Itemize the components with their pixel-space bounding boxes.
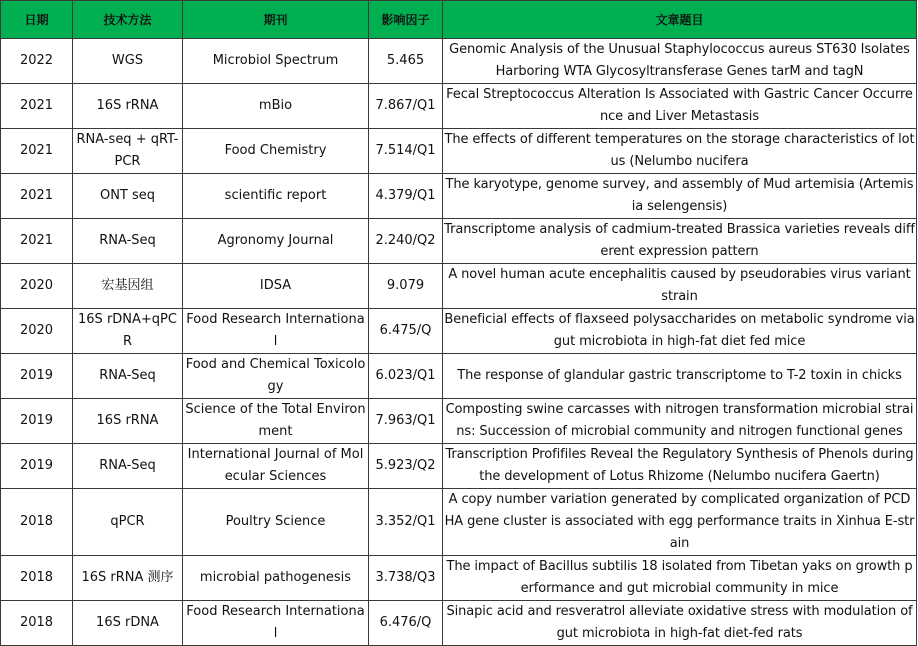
cell-year: 2018	[1, 489, 73, 556]
cell-year: 2019	[1, 399, 73, 444]
header-impact-factor: 影响因子	[369, 1, 443, 39]
table-row	[1, 84, 917, 129]
cell-title: Transcriptome analysis of cadmium-treated Brassica varieties reveals different expression pattern	[443, 219, 917, 264]
table-row	[1, 489, 917, 556]
cell-title: The impact of Bacillus subtilis 18 isolated from Tibetan yaks on growth performance and gut microbial community in mice	[443, 556, 917, 601]
header-journal: 期刊	[183, 1, 369, 39]
cell-year: 2021	[1, 219, 73, 264]
cell-method: 16S rRNA	[73, 399, 183, 444]
cell-journal: Agronomy Journal	[183, 219, 369, 264]
cell-impact: 3.738/Q3	[369, 556, 443, 601]
cell-method: 16S rDNA+qPCR	[73, 309, 183, 354]
table-row	[1, 129, 917, 174]
table-row	[1, 174, 917, 219]
cell-impact: 5.923/Q2	[369, 444, 443, 489]
cell-method: ONT seq	[73, 174, 183, 219]
table-row	[1, 219, 917, 264]
table-row	[1, 264, 917, 309]
table-row	[1, 399, 917, 444]
cell-journal: Poultry Science	[183, 489, 369, 556]
cell-journal: Microbiol Spectrum	[183, 39, 369, 84]
table-row	[1, 444, 917, 489]
cell-year: 2020	[1, 264, 73, 309]
cell-year: 2021	[1, 84, 73, 129]
header-method: 技术方法	[73, 1, 183, 39]
header-article-title: 文章题目	[443, 1, 917, 39]
cell-title: Beneficial effects of flaxseed polysaccharides on metabolic syndrome via gut microbiota in high-fat diet fed mice	[443, 309, 917, 354]
cell-method: WGS	[73, 39, 183, 84]
cell-impact: 6.475/Q	[369, 309, 443, 354]
cell-journal: microbial pathogenesis	[183, 556, 369, 601]
cell-impact: 7.963/Q1	[369, 399, 443, 444]
cell-method: RNA-Seq	[73, 354, 183, 399]
cell-method: 宏基因组	[73, 264, 183, 309]
cell-impact: 4.379/Q1	[369, 174, 443, 219]
cell-title: Fecal Streptococcus Alteration Is Associated with Gastric Cancer Occurrence and Liver Metastasis	[443, 84, 917, 129]
cell-impact: 7.867/Q1	[369, 84, 443, 129]
cell-year: 2018	[1, 556, 73, 601]
table-row	[1, 556, 917, 601]
cell-year: 2021	[1, 174, 73, 219]
cell-impact: 3.352/Q1	[369, 489, 443, 556]
cell-method: qPCR	[73, 489, 183, 556]
cell-journal: Food Research International	[183, 601, 369, 646]
cell-journal: Food Research International	[183, 309, 369, 354]
cell-impact: 9.079	[369, 264, 443, 309]
cell-method: 16S rRNA	[73, 84, 183, 129]
cell-year: 2019	[1, 444, 73, 489]
cell-title: A novel human acute encephalitis caused by pseudorabies virus variant strain	[443, 264, 917, 309]
cell-impact: 7.514/Q1	[369, 129, 443, 174]
table-row	[1, 309, 917, 354]
cell-journal: Food and Chemical Toxicology	[183, 354, 369, 399]
cell-impact: 2.240/Q2	[369, 219, 443, 264]
cell-impact: 5.465	[369, 39, 443, 84]
cell-method: RNA-Seq	[73, 444, 183, 489]
table-row	[1, 354, 917, 399]
cell-year: 2019	[1, 354, 73, 399]
cell-title: Transcription Profifiles Reveal the Regulatory Synthesis of Phenols during the development of Lotus Rhizome (Nelumbo nucifera Gaertn)	[443, 444, 917, 489]
cell-year: 2022	[1, 39, 73, 84]
cell-year: 2018	[1, 601, 73, 646]
cell-journal: IDSA	[183, 264, 369, 309]
cell-impact: 6.023/Q1	[369, 354, 443, 399]
cell-title: Composting swine carcasses with nitrogen transformation microbial strains: Succession of microbial community and nitrogen functional genes	[443, 399, 917, 444]
cell-title: The response of glandular gastric transcriptome to T-2 toxin in chicks	[443, 354, 917, 399]
cell-title: The karyotype, genome survey, and assembly of Mud artemisia (Artemisia selengensis)	[443, 174, 917, 219]
cell-title: The effects of different temperatures on the storage characteristics of lotus (Nelumbo nucifera	[443, 129, 917, 174]
cell-journal: Food Chemistry	[183, 129, 369, 174]
cell-year: 2021	[1, 129, 73, 174]
cell-impact: 6.476/Q	[369, 601, 443, 646]
cell-title: Genomic Analysis of the Unusual Staphylococcus aureus ST630 Isolates Harboring WTA Glycosyltransferase Genes tarM and tagN	[443, 39, 917, 84]
cell-year: 2020	[1, 309, 73, 354]
header-date: 日期	[1, 1, 73, 39]
cell-title: Sinapic acid and resveratrol alleviate oxidative stress with modulation of gut microbiota in high-fat diet-fed rats	[443, 601, 917, 646]
cell-method: 16S rDNA	[73, 601, 183, 646]
cell-journal: scientific report	[183, 174, 369, 219]
cell-method: RNA-Seq	[73, 219, 183, 264]
cell-journal: International Journal of Molecular Sciences	[183, 444, 369, 489]
cell-method: RNA-seq + qRT-PCR	[73, 129, 183, 174]
table-row	[1, 39, 917, 84]
cell-journal: Science of the Total Environment	[183, 399, 369, 444]
cell-journal: mBio	[183, 84, 369, 129]
cell-method: 16S rRNA 测序	[73, 556, 183, 601]
table-row	[1, 601, 917, 646]
header-row	[1, 1, 917, 39]
cell-title: A copy number variation generated by complicated organization of PCDHA gene cluster is associated with egg performance traits in Xinhua E-strain	[443, 489, 917, 556]
